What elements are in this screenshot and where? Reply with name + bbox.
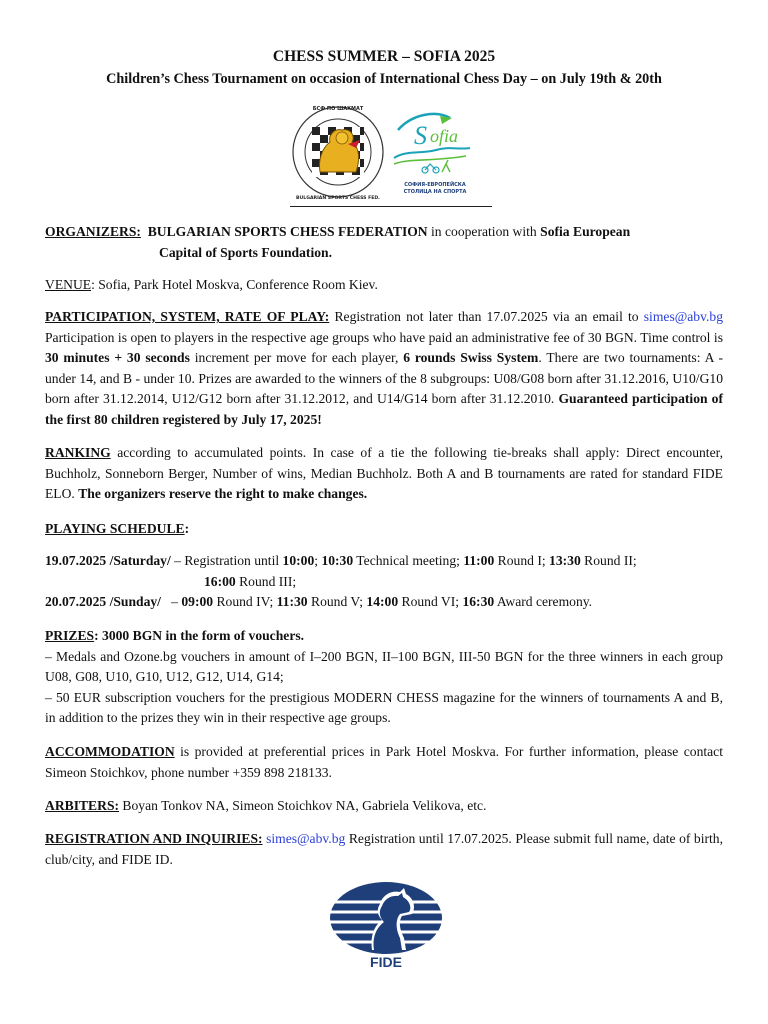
- participation-label: PARTICIPATION, SYSTEM, RATE OF PLAY:: [45, 309, 330, 324]
- registration-text: Registration until 17.07.2025. Please submit full name, date of birth, club/city, and FIDE ID.: [45, 831, 723, 867]
- guaranteed-participation: Guaranteed participation of the first 80 children registered by July 17, 2025!: [45, 391, 724, 427]
- day-2-time-2: 11:30: [276, 594, 308, 610]
- logos-row: [290, 100, 490, 204]
- day-1-text: – Registration until: [170, 553, 283, 568]
- svg-text:BULGARIAN SPORTS CHESS FED.: BULGARIAN SPORTS CHESS FED.: [296, 196, 380, 201]
- day-1-sep: ;: [314, 553, 322, 568]
- registration-label: REGISTRATION AND INQUIRIES:: [45, 831, 263, 846]
- time-control: 30 minutes + 30 seconds: [45, 350, 190, 366]
- bscf-ring-text: БСФ ПО ШАХМАТ: [312, 106, 364, 112]
- day-1-time-1: 10:00: [282, 553, 315, 568]
- ranking-text: according to accumulated points. In case of a tie the following tie-breaks shall apply: Direct encounter, Buchholz, Sonneborn Berger, Number of wins, Median Buchholz. Both A and B tournaments are rated for standard FIDE ELO.: [45, 445, 723, 502]
- svg-text:ofia: ofia: [430, 126, 459, 146]
- day-2-time-3: 14:00: [366, 594, 399, 610]
- arbiters-section: [45, 796, 723, 817]
- day-1-round-3: Round III;: [235, 573, 297, 589]
- svg-text:S: S: [414, 121, 427, 150]
- ranking-label: RANKING: [45, 445, 111, 460]
- day-2-award: Award ceremony.: [494, 594, 593, 610]
- prizes-section: [45, 626, 723, 729]
- venue-label: VENUE: [45, 277, 92, 292]
- bscf-logo: [290, 100, 490, 204]
- fide-wordmark: FIDE: [370, 954, 402, 970]
- schedule-label: PLAYING SCHEDULE: [45, 521, 185, 536]
- ranking-section: [45, 443, 723, 505]
- day-2-time-1: 09:00: [181, 594, 214, 610]
- ranking-disclaimer: The organizers reserve the right to make changes.: [78, 486, 368, 502]
- sofia-caption-1: СОФИЯ-ЕВРОПЕЙСКА: [404, 182, 466, 188]
- day-1-round-1: Round I;: [494, 553, 550, 568]
- day-1-time-2: 10:30: [321, 553, 354, 568]
- participation-section: [45, 307, 723, 431]
- schedule-day-1-cont: [45, 572, 723, 593]
- participation-text-3: increment per move for each player,: [189, 350, 404, 366]
- fide-logo: [328, 880, 444, 970]
- participation-text-2: Participation is open to players in the respective age groups who have paid an administrative fee of 30 BGN. Time control is: [45, 329, 723, 345]
- venue-text: : Sofia, Park Hotel Moskva, Conference Room Kiev.: [91, 277, 378, 292]
- logo-divider: [290, 206, 492, 207]
- participation-email-link[interactable]: simes@abv.bg: [643, 309, 723, 324]
- day-2-time-4: 16:30: [462, 594, 495, 610]
- participation-text-4: . There are two tournaments: A - under 14, and B - under 10. Prizes are awarded to the winners of the 8 subgroups: U08/G08 born after 31.12.2016, U10/G10 born after 31.12.2014, U12/G12 born after 31.12.2012, and U14/G14 born after 31.12.2010.: [45, 350, 723, 407]
- prizes-headline: : 3000 BGN in the form of vouchers.: [94, 628, 305, 643]
- arbiters-text: Boyan Tonkov NA, Simeon Stoichkov NA, Gabriela Velikova, etc.: [119, 798, 487, 813]
- registration-email-link[interactable]: simes@abv.bg: [266, 831, 346, 846]
- prizes-label: PRIZES: [45, 628, 95, 643]
- schedule-heading: [45, 519, 723, 540]
- schedule-list: [45, 551, 723, 613]
- accommodation-text: is provided at preferential prices in Park Hotel Moskva. For further information, please contact Simeon Stoichkov, phone number +359 898 218133.: [45, 744, 723, 780]
- day-1-time-5: 16:00: [204, 573, 236, 589]
- day-2-round-4: Round IV;: [213, 594, 277, 610]
- document-title: CHESS SUMMER – SOFIA 2025: [272, 48, 496, 65]
- organizer-primary: BULGARIAN SPORTS CHESS FEDERATION: [147, 224, 428, 239]
- prizes-line-2: – 50 EUR subscription vouchers for the prestigious MODERN CHESS magazine for the winners of tournaments A and B, in addition to the prizes they win in their respective age groups.: [45, 689, 723, 726]
- accommodation-label: ACCOMMODATION: [45, 744, 175, 759]
- venue-section: [45, 275, 723, 296]
- schedule-day-2: [45, 592, 723, 613]
- schedule-colon: :: [184, 521, 190, 536]
- schedule-day-1: [45, 551, 723, 572]
- rounds-system: 6 rounds Swiss System: [403, 350, 539, 366]
- day-2-dash: –: [160, 594, 182, 610]
- day-1-time-3: 11:00: [463, 553, 495, 568]
- day-1-round-2: Round II;: [580, 553, 637, 568]
- organizer-secondary-a: Sofia European: [540, 224, 631, 239]
- sofia-logo: [394, 114, 470, 195]
- participation-text-1: Registration not later than 17.07.2025 via an email to: [329, 309, 644, 324]
- day-2-round-5: Round V;: [307, 594, 367, 610]
- day-1-technical-meeting: Technical meeting;: [353, 553, 464, 568]
- organizers-label: ORGANIZERS:: [45, 224, 141, 239]
- registration-section: [45, 829, 723, 870]
- arbiters-label: ARBITERS:: [45, 798, 120, 813]
- organizers-connector: in cooperation with: [427, 224, 541, 239]
- day-2-date: 20.07.2025 /Sunday/: [45, 594, 161, 610]
- day-1-time-4: 13:30: [549, 553, 581, 568]
- prizes-line-1: – Medals and Ozone.bg vouchers in amount of I–200 BGN, II–100 BGN, III-50 BGN for the three winners in each group U08, G08, U10, G10, U12, G12, U14, G14;: [45, 648, 723, 685]
- day-2-round-6: Round VI;: [398, 594, 463, 610]
- organizer-secondary-b: Capital of Sports Foundation.: [159, 244, 332, 260]
- day-1-date: 19.07.2025 /Saturday/: [45, 553, 171, 568]
- sofia-caption-2: СТОЛИЦА НА СПОРТА: [403, 189, 467, 195]
- accommodation-section: [45, 742, 723, 783]
- document-subtitle: Children’s Chess Tournament on occasion of International Chess Day – on July 19th & 20th: [106, 71, 662, 87]
- organizers-section: [45, 222, 723, 263]
